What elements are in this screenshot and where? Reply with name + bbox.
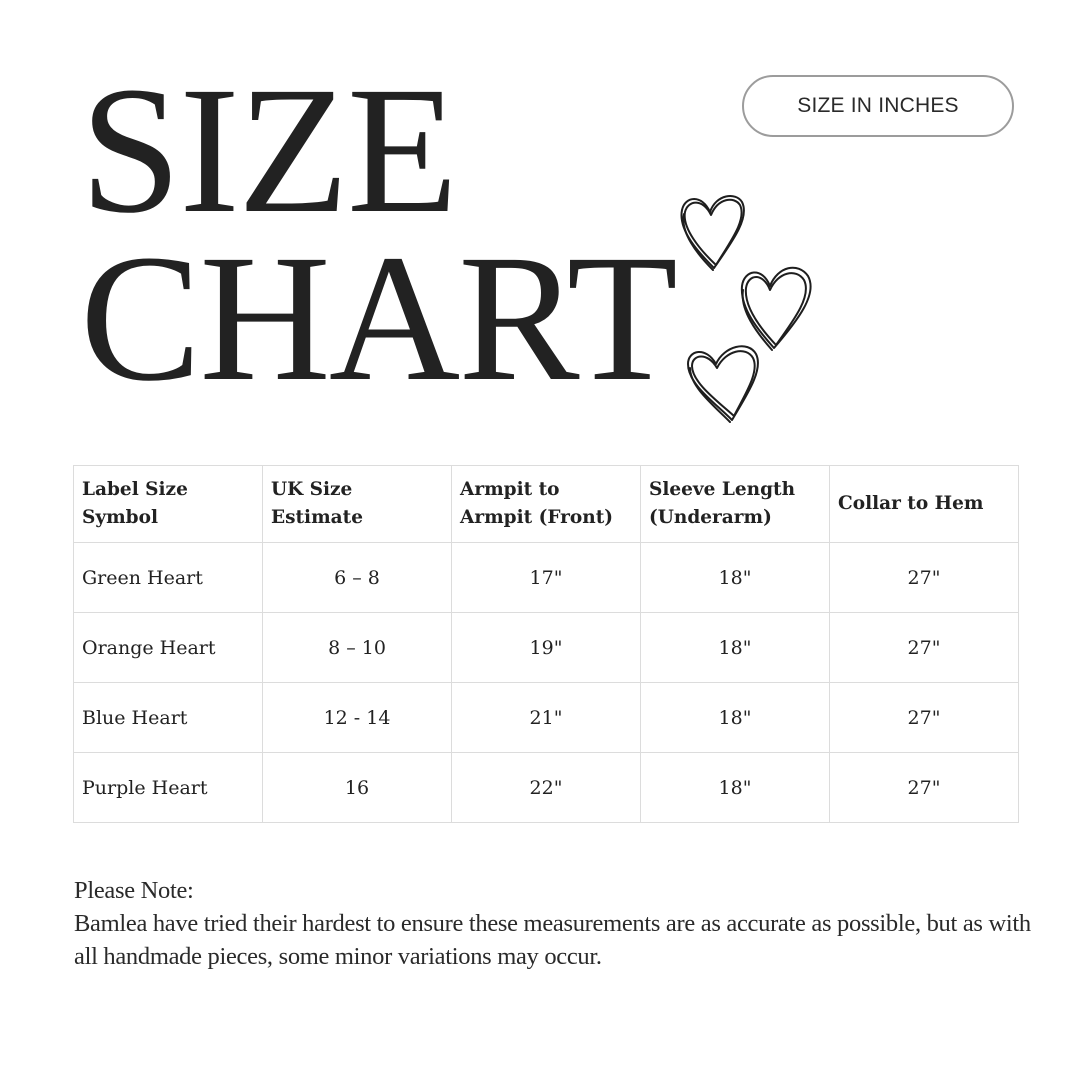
column-header: Sleeve Length (Underarm) [641, 466, 830, 543]
table-cell: 18" [641, 753, 830, 823]
table-cell: 18" [641, 613, 830, 683]
table-cell: Orange Heart [74, 613, 263, 683]
table-cell: 27" [830, 543, 1019, 613]
column-header: Label Size Symbol [74, 466, 263, 543]
size-unit-badge: SIZE IN INCHES [742, 75, 1014, 137]
column-header: Collar to Hem [830, 466, 1019, 543]
table-cell: 8 – 10 [263, 613, 452, 683]
column-header: UK Size Estimate [263, 466, 452, 543]
table-cell: Purple Heart [74, 753, 263, 823]
heart-icon [742, 268, 811, 350]
table-cell: 19" [452, 613, 641, 683]
title-chart: CHART [80, 218, 676, 419]
table-header-row [74, 466, 1019, 543]
table-cell: 18" [641, 543, 830, 613]
table-cell: 27" [830, 613, 1019, 683]
table-cell: 16 [263, 753, 452, 823]
note-body: Bamlea have tried their hardest to ensure these measurements are as accurate as possible, but as with all handmade pieces, some minor variations may occur. [74, 910, 1031, 970]
table-cell: 17" [452, 543, 641, 613]
column-header: Armpit to Armpit (Front) [452, 466, 641, 543]
disclaimer-note [74, 874, 1034, 973]
table-cell: 22" [452, 753, 641, 823]
table-cell: 21" [452, 683, 641, 753]
table-row [74, 613, 1019, 683]
table-cell: 12 - 14 [263, 683, 452, 753]
title-size: SIZE [80, 50, 457, 251]
table-row [74, 543, 1019, 613]
note-heading: Please Note: [74, 877, 194, 904]
table-cell: 27" [830, 683, 1019, 753]
table-cell: 18" [641, 683, 830, 753]
table-cell: 27" [830, 753, 1019, 823]
size-table [73, 465, 1019, 823]
table-cell: Green Heart [74, 543, 263, 613]
table-row [74, 683, 1019, 753]
table-row [74, 753, 1019, 823]
table-cell: 6 – 8 [263, 543, 452, 613]
table-cell: Blue Heart [74, 683, 263, 753]
heart-icon [688, 346, 758, 422]
hand-drawn-hearts-icon [670, 190, 830, 430]
heart-icon [681, 196, 743, 270]
